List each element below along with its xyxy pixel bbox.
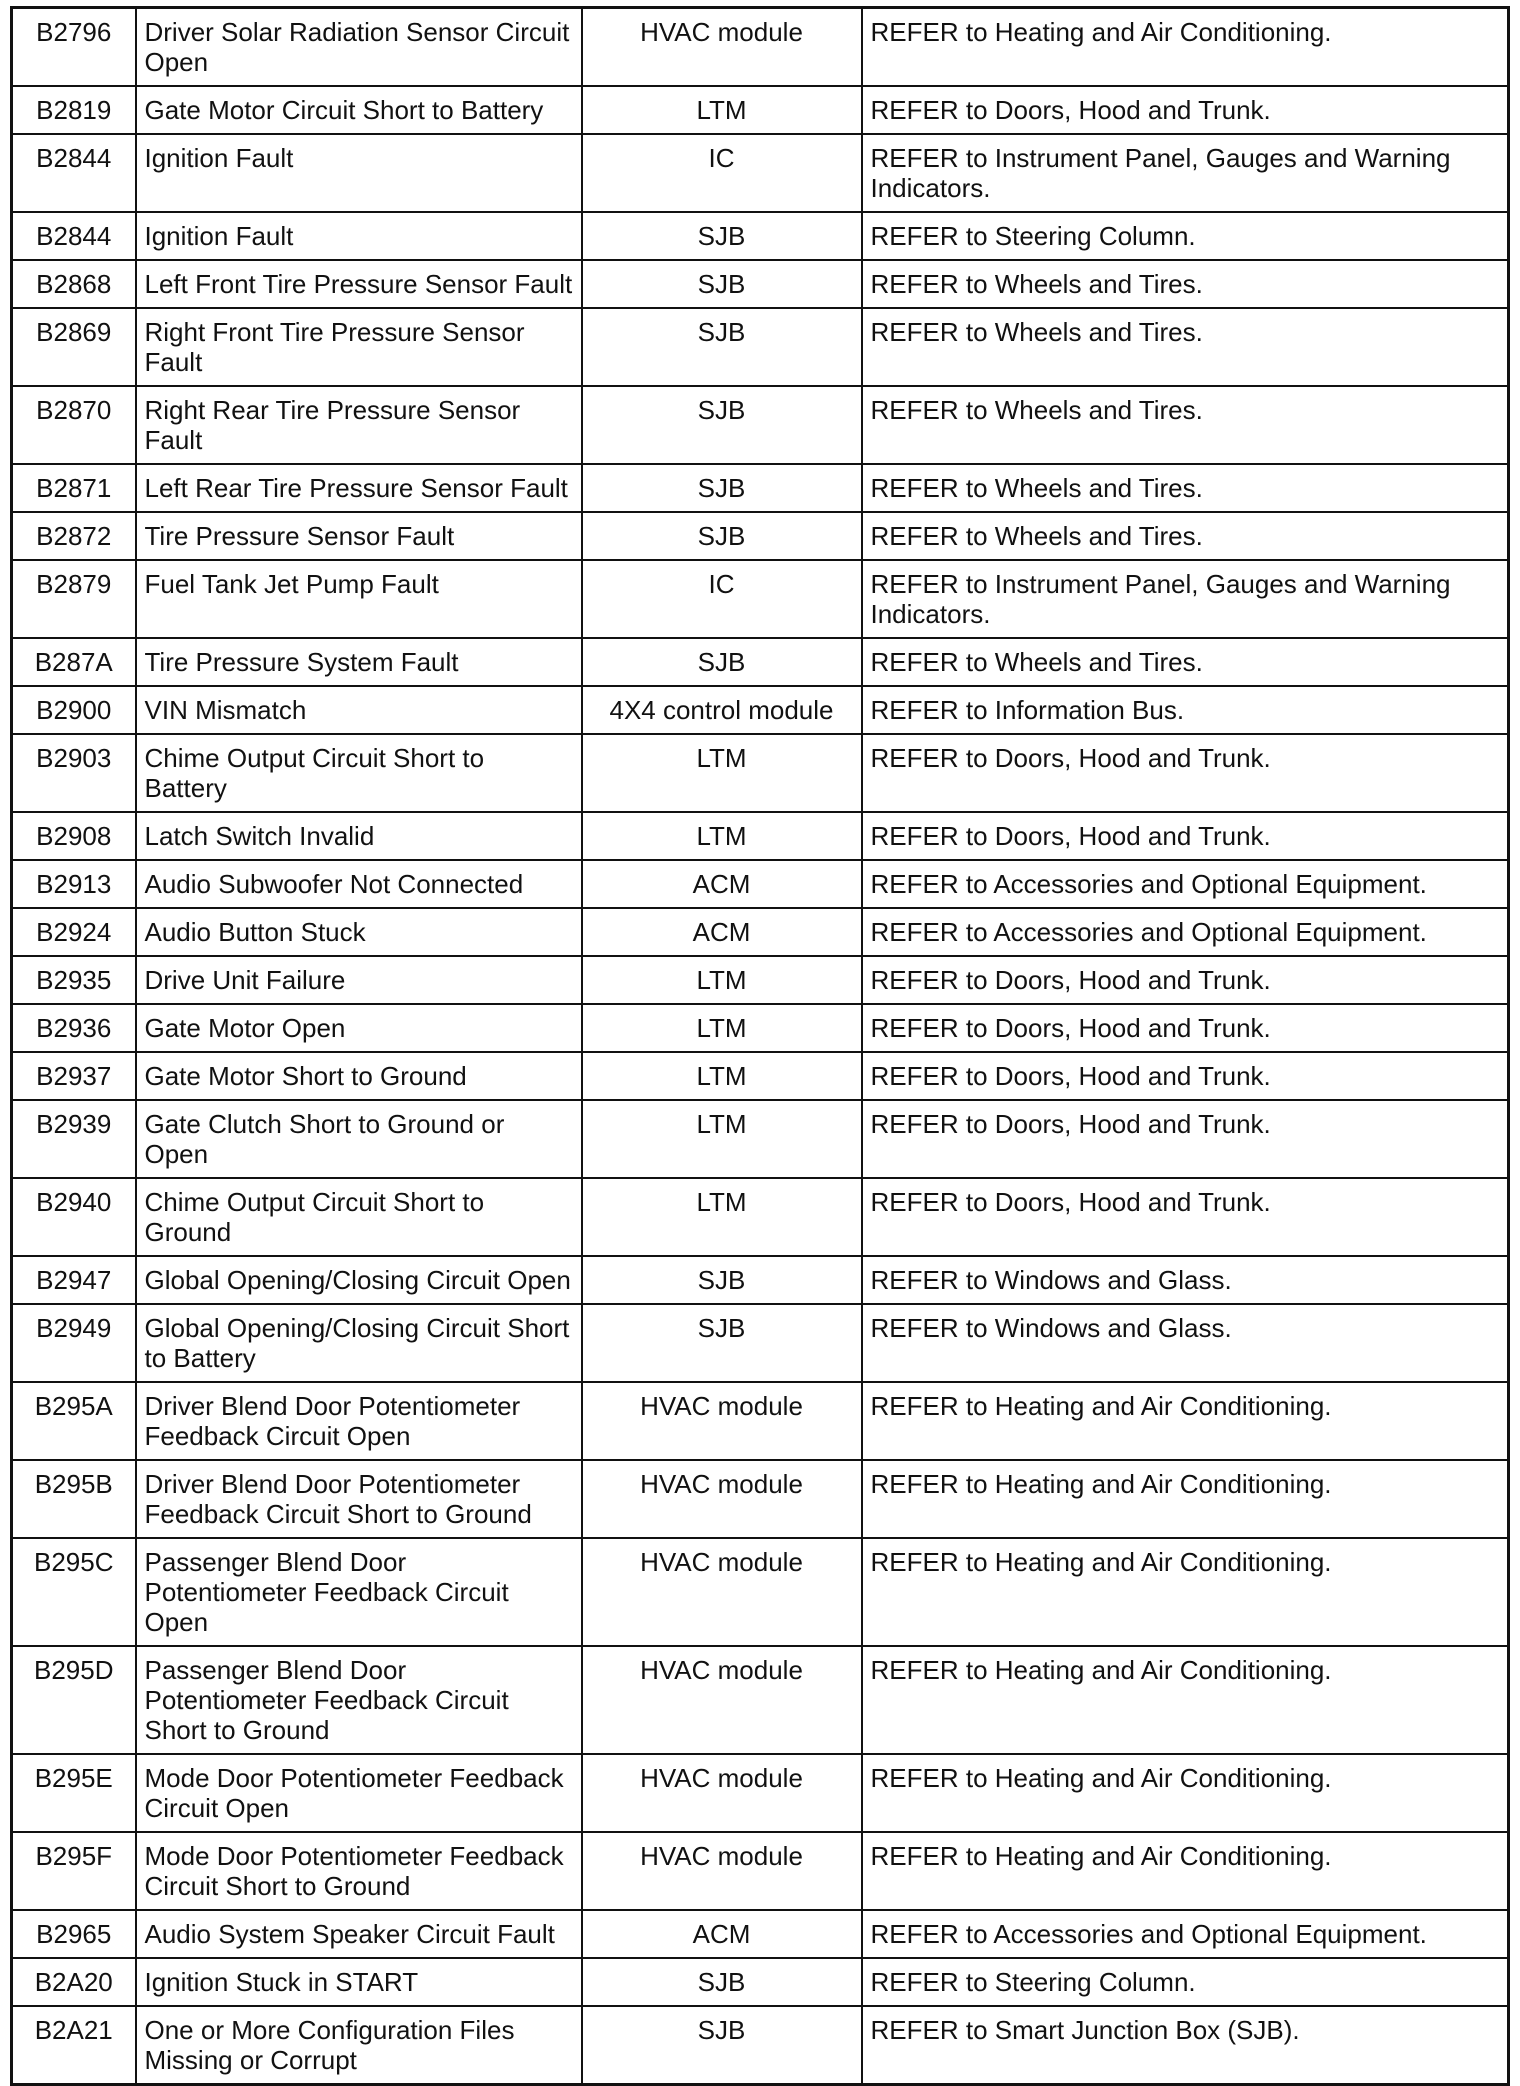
dtc-action: REFER to Doors, Hood and Trunk. bbox=[862, 734, 1509, 812]
dtc-action: REFER to Wheels and Tires. bbox=[862, 512, 1509, 560]
table-row bbox=[12, 386, 1509, 464]
dtc-description: Driver Blend Door Potentiometer Feedback Circuit Short to Ground bbox=[136, 1460, 582, 1538]
dtc-description: Drive Unit Failure bbox=[136, 956, 582, 1004]
dtc-action: REFER to Heating and Air Conditioning. bbox=[862, 1754, 1509, 1832]
dtc-action: REFER to Doors, Hood and Trunk. bbox=[862, 1178, 1509, 1256]
dtc-code: B295A bbox=[12, 1382, 136, 1460]
table-row bbox=[12, 1538, 1509, 1646]
dtc-table bbox=[10, 6, 1510, 2086]
dtc-code: B2947 bbox=[12, 1256, 136, 1304]
table-row bbox=[12, 1460, 1509, 1538]
table-row bbox=[12, 1910, 1509, 1958]
dtc-description: Passenger Blend Door Potentiometer Feedback Circuit Open bbox=[136, 1538, 582, 1646]
dtc-action: REFER to Wheels and Tires. bbox=[862, 638, 1509, 686]
dtc-module: 4X4 control module bbox=[582, 686, 862, 734]
dtc-code: B295D bbox=[12, 1646, 136, 1754]
dtc-action: REFER to Smart Junction Box (SJB). bbox=[862, 2006, 1509, 2085]
dtc-description: Audio System Speaker Circuit Fault bbox=[136, 1910, 582, 1958]
dtc-module: HVAC module bbox=[582, 1538, 862, 1646]
dtc-module: LTM bbox=[582, 1004, 862, 1052]
dtc-description: Left Front Tire Pressure Sensor Fault bbox=[136, 260, 582, 308]
table-row bbox=[12, 1646, 1509, 1754]
dtc-action: REFER to Steering Column. bbox=[862, 1958, 1509, 2006]
dtc-module: LTM bbox=[582, 956, 862, 1004]
table-row bbox=[12, 638, 1509, 686]
dtc-code: B2A21 bbox=[12, 2006, 136, 2085]
dtc-action: REFER to Accessories and Optional Equipment. bbox=[862, 1910, 1509, 1958]
dtc-description: Latch Switch Invalid bbox=[136, 812, 582, 860]
dtc-module: ACM bbox=[582, 1910, 862, 1958]
dtc-description: Gate Motor Circuit Short to Battery bbox=[136, 86, 582, 134]
table-row bbox=[12, 1052, 1509, 1100]
table-row bbox=[12, 86, 1509, 134]
table-row bbox=[12, 1382, 1509, 1460]
dtc-action: REFER to Instrument Panel, Gauges and Warning Indicators. bbox=[862, 560, 1509, 638]
dtc-code: B2939 bbox=[12, 1100, 136, 1178]
table-row bbox=[12, 860, 1509, 908]
table-row bbox=[12, 1004, 1509, 1052]
table-row bbox=[12, 1304, 1509, 1382]
dtc-module: HVAC module bbox=[582, 1832, 862, 1910]
dtc-module: SJB bbox=[582, 512, 862, 560]
dtc-module: IC bbox=[582, 560, 862, 638]
dtc-module: SJB bbox=[582, 464, 862, 512]
table-row bbox=[12, 1100, 1509, 1178]
dtc-code: B2844 bbox=[12, 212, 136, 260]
dtc-description: Passenger Blend Door Potentiometer Feedback Circuit Short to Ground bbox=[136, 1646, 582, 1754]
dtc-action: REFER to Heating and Air Conditioning. bbox=[862, 1382, 1509, 1460]
dtc-module: SJB bbox=[582, 1304, 862, 1382]
dtc-code: B295F bbox=[12, 1832, 136, 1910]
dtc-description: Gate Motor Open bbox=[136, 1004, 582, 1052]
dtc-module: LTM bbox=[582, 1100, 862, 1178]
dtc-code: B295E bbox=[12, 1754, 136, 1832]
dtc-description: Driver Blend Door Potentiometer Feedback Circuit Open bbox=[136, 1382, 582, 1460]
dtc-module: SJB bbox=[582, 1256, 862, 1304]
dtc-code: B295C bbox=[12, 1538, 136, 1646]
dtc-module: LTM bbox=[582, 86, 862, 134]
dtc-module: ACM bbox=[582, 908, 862, 956]
table-row bbox=[12, 1178, 1509, 1256]
table-row bbox=[12, 464, 1509, 512]
dtc-module: LTM bbox=[582, 812, 862, 860]
dtc-code: B2844 bbox=[12, 134, 136, 212]
dtc-code: B2940 bbox=[12, 1178, 136, 1256]
dtc-action: REFER to Wheels and Tires. bbox=[862, 260, 1509, 308]
table-row bbox=[12, 1832, 1509, 1910]
table-row bbox=[12, 512, 1509, 560]
dtc-action: REFER to Windows and Glass. bbox=[862, 1304, 1509, 1382]
dtc-module: LTM bbox=[582, 734, 862, 812]
dtc-description: Chime Output Circuit Short to Battery bbox=[136, 734, 582, 812]
dtc-action: REFER to Doors, Hood and Trunk. bbox=[862, 812, 1509, 860]
dtc-code: B2937 bbox=[12, 1052, 136, 1100]
dtc-module: SJB bbox=[582, 212, 862, 260]
dtc-description: Global Opening/Closing Circuit Short to Battery bbox=[136, 1304, 582, 1382]
dtc-action: REFER to Instrument Panel, Gauges and Warning Indicators. bbox=[862, 134, 1509, 212]
dtc-module: LTM bbox=[582, 1052, 862, 1100]
dtc-code: B2913 bbox=[12, 860, 136, 908]
table-row bbox=[12, 734, 1509, 812]
dtc-action: REFER to Doors, Hood and Trunk. bbox=[862, 1052, 1509, 1100]
table-row bbox=[12, 212, 1509, 260]
dtc-action: REFER to Heating and Air Conditioning. bbox=[862, 1832, 1509, 1910]
dtc-code: B2819 bbox=[12, 86, 136, 134]
table-row bbox=[12, 560, 1509, 638]
dtc-description: Gate Clutch Short to Ground or Open bbox=[136, 1100, 582, 1178]
dtc-module: HVAC module bbox=[582, 1754, 862, 1832]
table-row bbox=[12, 2006, 1509, 2085]
table-row bbox=[12, 1958, 1509, 2006]
dtc-description: Ignition Fault bbox=[136, 212, 582, 260]
dtc-code: B2A20 bbox=[12, 1958, 136, 2006]
dtc-description: Right Front Tire Pressure Sensor Fault bbox=[136, 308, 582, 386]
dtc-action: REFER to Wheels and Tires. bbox=[862, 386, 1509, 464]
dtc-action: REFER to Heating and Air Conditioning. bbox=[862, 1646, 1509, 1754]
table-row bbox=[12, 908, 1509, 956]
table-row bbox=[12, 812, 1509, 860]
dtc-module: HVAC module bbox=[582, 8, 862, 87]
dtc-action: REFER to Doors, Hood and Trunk. bbox=[862, 1004, 1509, 1052]
dtc-code: B287A bbox=[12, 638, 136, 686]
dtc-description: Ignition Stuck in START bbox=[136, 1958, 582, 2006]
dtc-description: Tire Pressure System Fault bbox=[136, 638, 582, 686]
dtc-code: B2903 bbox=[12, 734, 136, 812]
table-row bbox=[12, 1256, 1509, 1304]
table-row bbox=[12, 308, 1509, 386]
dtc-code: B2871 bbox=[12, 464, 136, 512]
dtc-code: B2936 bbox=[12, 1004, 136, 1052]
dtc-code: B2924 bbox=[12, 908, 136, 956]
table-row bbox=[12, 686, 1509, 734]
dtc-action: REFER to Doors, Hood and Trunk. bbox=[862, 86, 1509, 134]
dtc-description: VIN Mismatch bbox=[136, 686, 582, 734]
dtc-description: One or More Configuration Files Missing or Corrupt bbox=[136, 2006, 582, 2085]
dtc-action: REFER to Wheels and Tires. bbox=[862, 464, 1509, 512]
dtc-action: REFER to Windows and Glass. bbox=[862, 1256, 1509, 1304]
dtc-code: B2868 bbox=[12, 260, 136, 308]
dtc-action: REFER to Information Bus. bbox=[862, 686, 1509, 734]
dtc-description: Tire Pressure Sensor Fault bbox=[136, 512, 582, 560]
dtc-module: SJB bbox=[582, 638, 862, 686]
dtc-table-body bbox=[12, 8, 1509, 2085]
dtc-description: Audio Subwoofer Not Connected bbox=[136, 860, 582, 908]
dtc-code: B2935 bbox=[12, 956, 136, 1004]
dtc-code: B2879 bbox=[12, 560, 136, 638]
dtc-action: REFER to Steering Column. bbox=[862, 212, 1509, 260]
dtc-module: SJB bbox=[582, 2006, 862, 2085]
dtc-description: Right Rear Tire Pressure Sensor Fault bbox=[136, 386, 582, 464]
dtc-action: REFER to Heating and Air Conditioning. bbox=[862, 8, 1509, 87]
dtc-code: B295B bbox=[12, 1460, 136, 1538]
dtc-code: B2965 bbox=[12, 1910, 136, 1958]
dtc-action: REFER to Heating and Air Conditioning. bbox=[862, 1460, 1509, 1538]
dtc-description: Global Opening/Closing Circuit Open bbox=[136, 1256, 582, 1304]
dtc-action: REFER to Wheels and Tires. bbox=[862, 308, 1509, 386]
table-row bbox=[12, 8, 1509, 87]
dtc-module: IC bbox=[582, 134, 862, 212]
dtc-action: REFER to Accessories and Optional Equipment. bbox=[862, 860, 1509, 908]
dtc-module: SJB bbox=[582, 1958, 862, 2006]
dtc-module: SJB bbox=[582, 260, 862, 308]
dtc-module: HVAC module bbox=[582, 1646, 862, 1754]
dtc-code: B2949 bbox=[12, 1304, 136, 1382]
dtc-description: Fuel Tank Jet Pump Fault bbox=[136, 560, 582, 638]
dtc-action: REFER to Accessories and Optional Equipment. bbox=[862, 908, 1509, 956]
dtc-module: SJB bbox=[582, 386, 862, 464]
dtc-action: REFER to Doors, Hood and Trunk. bbox=[862, 956, 1509, 1004]
dtc-module: LTM bbox=[582, 1178, 862, 1256]
dtc-description: Left Rear Tire Pressure Sensor Fault bbox=[136, 464, 582, 512]
dtc-description: Ignition Fault bbox=[136, 134, 582, 212]
dtc-module: HVAC module bbox=[582, 1382, 862, 1460]
dtc-module: ACM bbox=[582, 860, 862, 908]
table-row bbox=[12, 134, 1509, 212]
dtc-description: Mode Door Potentiometer Feedback Circuit Open bbox=[136, 1754, 582, 1832]
dtc-code: B2869 bbox=[12, 308, 136, 386]
dtc-action: REFER to Heating and Air Conditioning. bbox=[862, 1538, 1509, 1646]
dtc-description: Mode Door Potentiometer Feedback Circuit Short to Ground bbox=[136, 1832, 582, 1910]
table-row bbox=[12, 1754, 1509, 1832]
table-row bbox=[12, 260, 1509, 308]
table-row bbox=[12, 956, 1509, 1004]
dtc-description: Gate Motor Short to Ground bbox=[136, 1052, 582, 1100]
dtc-description: Chime Output Circuit Short to Ground bbox=[136, 1178, 582, 1256]
dtc-action: REFER to Doors, Hood and Trunk. bbox=[862, 1100, 1509, 1178]
dtc-module: SJB bbox=[582, 308, 862, 386]
dtc-code: B2872 bbox=[12, 512, 136, 560]
dtc-code: B2870 bbox=[12, 386, 136, 464]
dtc-code: B2796 bbox=[12, 8, 136, 87]
dtc-description: Audio Button Stuck bbox=[136, 908, 582, 956]
dtc-module: HVAC module bbox=[582, 1460, 862, 1538]
dtc-code: B2908 bbox=[12, 812, 136, 860]
dtc-description: Driver Solar Radiation Sensor Circuit Open bbox=[136, 8, 582, 87]
dtc-code: B2900 bbox=[12, 686, 136, 734]
